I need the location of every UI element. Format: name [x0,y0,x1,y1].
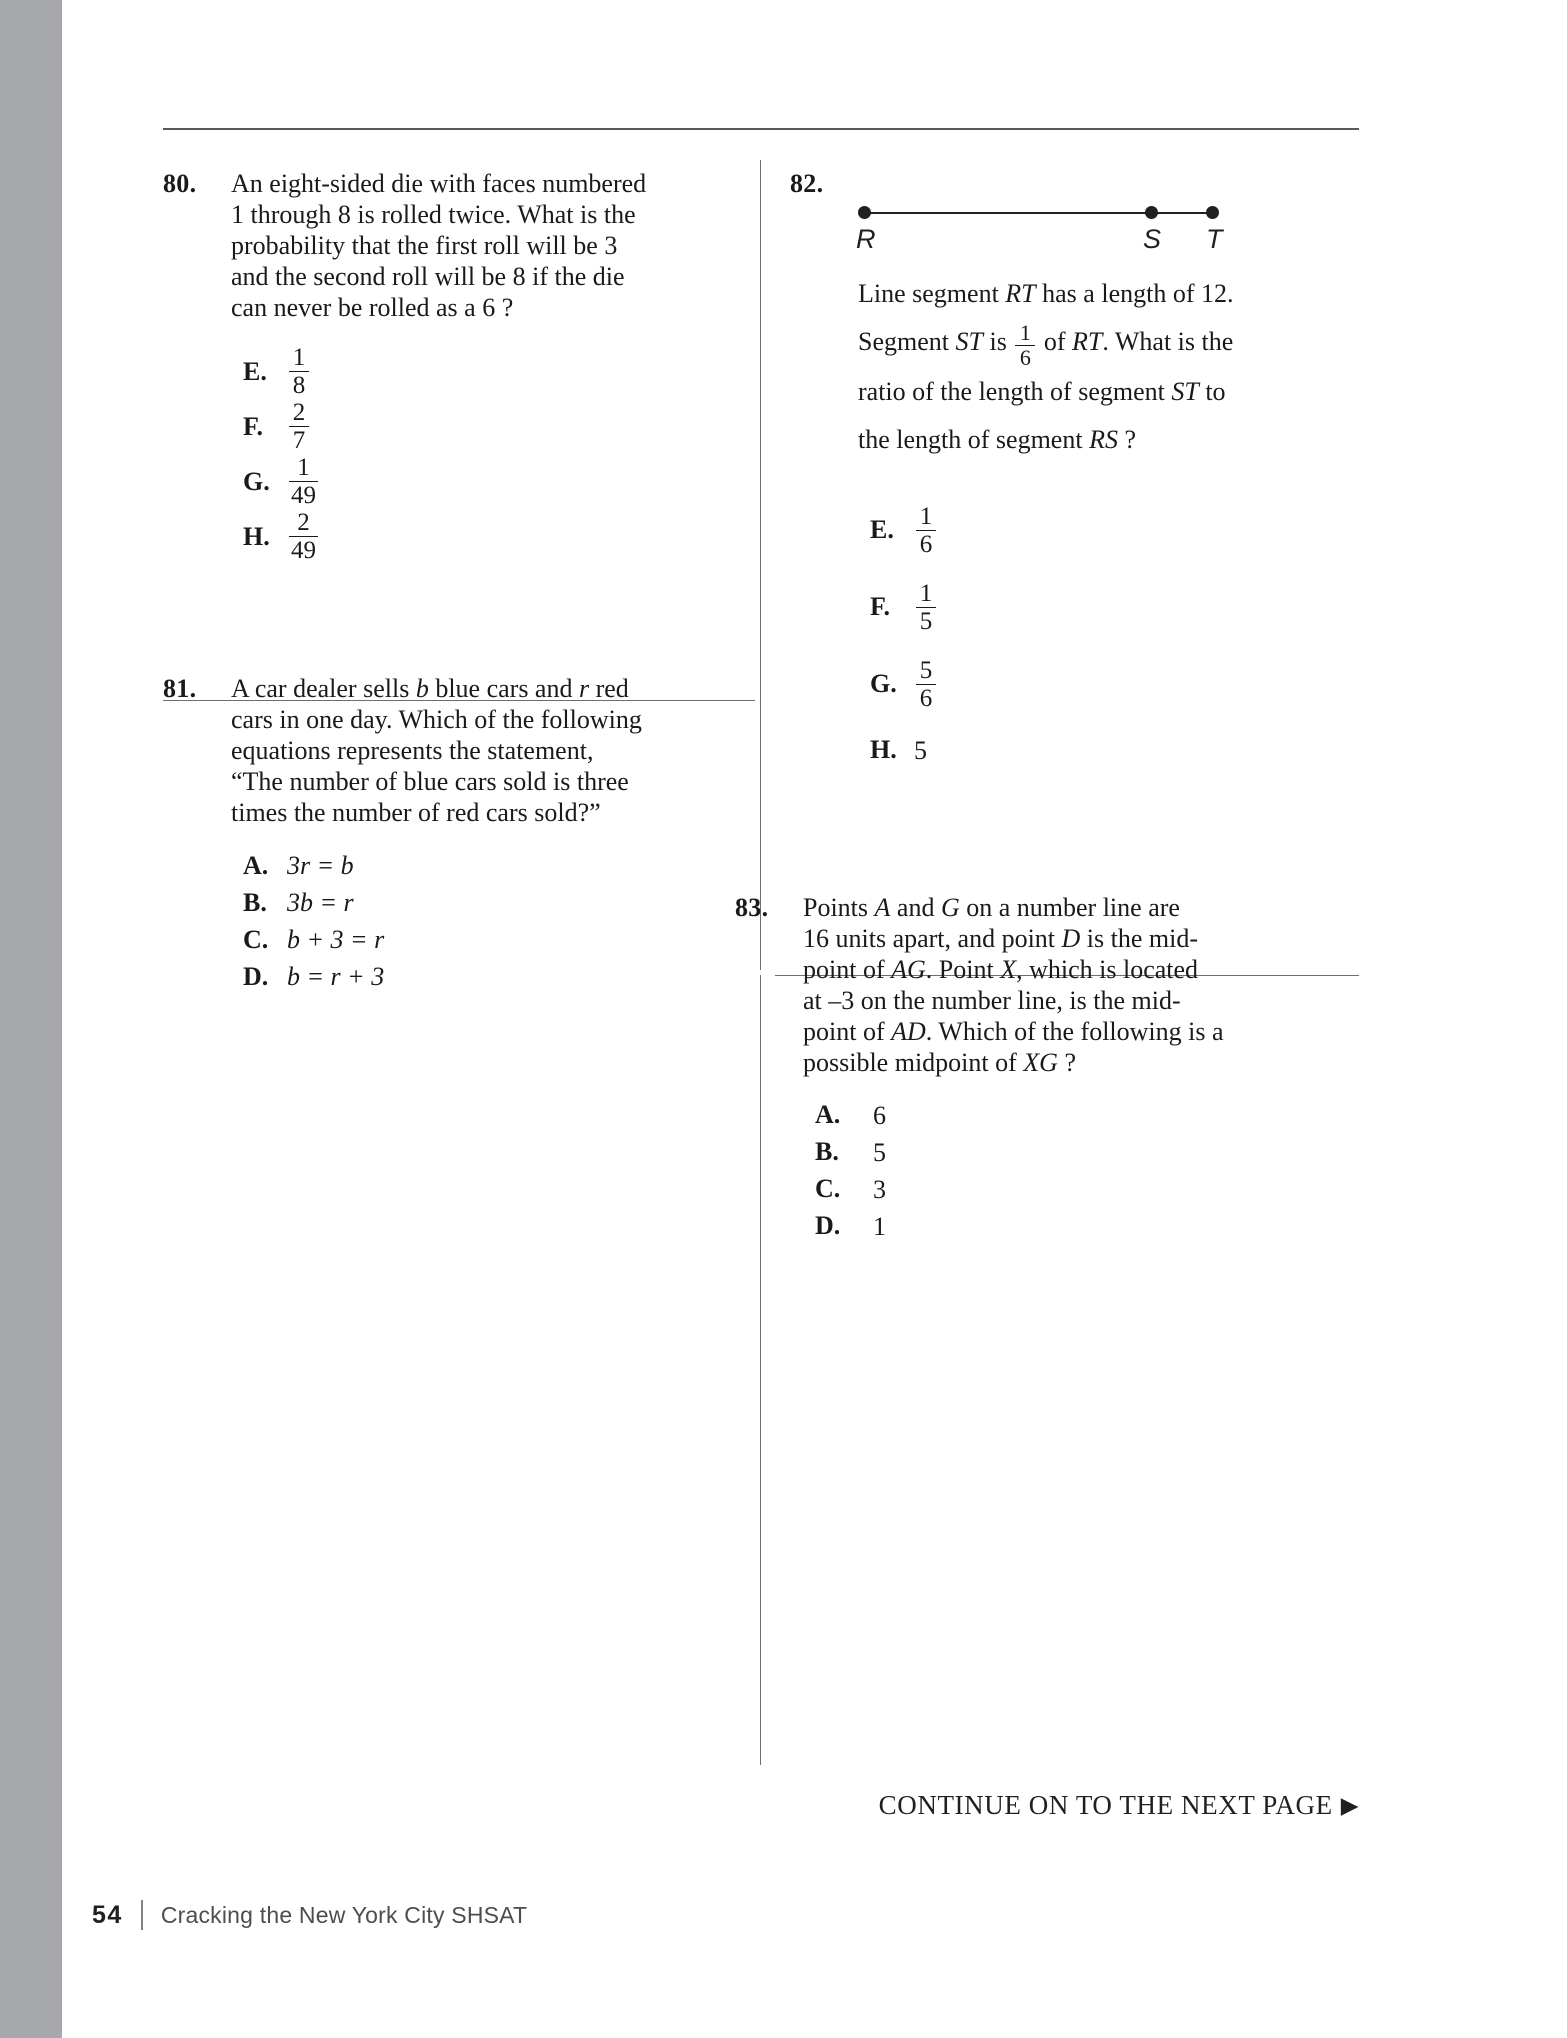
book-title: Cracking the New York City SHSAT [160,1901,528,1928]
point-r-dot [858,206,871,219]
footer-divider [141,1900,143,1930]
continue-label: CONTINUE ON TO THE NEXT PAGE [878,1790,1333,1820]
header-rule [163,128,1359,130]
fraction-denominator: 6 [919,684,933,712]
question-81-line-5: times the number of red cars sold?” [231,798,601,827]
choice-letter: D. [815,1211,841,1241]
question-83-line-2: 16 units apart, and point D is the mid- [803,923,1199,953]
point-r-label: R [856,224,876,254]
question-83-number: 83. [735,892,769,922]
question-83 [735,892,1365,1248]
choice-value: 5 [914,735,927,765]
page-binding-strip [0,0,62,2038]
fraction [916,658,936,711]
fraction [289,400,309,453]
column-divider-upper [760,160,761,970]
question-81-line-4: “The number of blue cars sold is three [231,767,629,796]
question-83-choice-a[interactable] [803,1100,1365,1131]
segment-line [864,212,1212,214]
question-83-choice-b[interactable] [803,1137,1365,1168]
choice-letter: E. [243,356,267,386]
fraction-numerator: 1 [297,454,310,481]
choice-letter: H. [243,521,270,551]
choice-letter: F. [243,411,263,441]
choice-value: 6 [873,1100,886,1130]
fraction-denominator: 49 [291,537,316,564]
question-82-body [858,168,1365,772]
question-82-line-1: Line segment RT has a length of 12. [858,279,1234,308]
fraction-numerator: 2 [297,509,310,536]
fraction-denominator: 5 [919,607,933,635]
question-82-number: 82. [790,169,824,198]
fraction-numerator: 1 [1019,319,1031,345]
question-81-choice-a[interactable] [231,850,753,881]
line-segment-diagram [858,190,1278,270]
question-80-choice-f[interactable] [231,400,753,453]
fraction-numerator: 2 [292,399,306,426]
question-82-choices [858,504,1365,766]
right-column [735,168,1365,1248]
fraction-numerator: 1 [292,344,306,371]
fraction-denominator: 6 [1019,344,1031,370]
question-80-line-5: can never be rolled as a 6 ? [231,293,514,322]
point-t-label: T [1206,224,1223,254]
question-83-choice-d[interactable] [803,1211,1365,1242]
fraction-denominator: 8 [292,372,306,399]
question-81-line-2: cars in one day. Which of the following [231,705,642,734]
question-80-number: 80. [163,169,197,198]
fraction-numerator: 1 [919,502,933,530]
choice-letter: E. [870,515,894,545]
question-83-choice-c[interactable] [803,1174,1365,1205]
choice-letter: B. [243,887,267,917]
question-81-choice-b[interactable] [231,887,753,918]
question-83-line-5: point of AD. Which of the following is a [803,1016,1224,1046]
choice-value: 3b = r [287,888,354,917]
fraction-numerator: 1 [919,579,933,607]
choice-value: 3r = b [287,851,354,880]
point-s-label: S [1143,224,1162,254]
question-83-body [803,892,1365,1248]
question-80-line-3: probability that the first roll will be 3 [231,231,618,260]
fraction [916,581,936,634]
choice-value: 1 [873,1211,886,1241]
fraction [289,510,318,563]
question-81-body [231,673,753,998]
question-83-line-4: at –3 on the number line, is the mid- [803,985,1181,1015]
page-footer [92,1900,527,1930]
question-80-text [231,168,753,323]
question-80-line-4: and the second roll will be 8 if the die [231,262,625,291]
question-82 [790,168,1365,772]
question-81-choice-d[interactable] [231,961,753,992]
question-83-choices [803,1100,1365,1242]
choice-letter: A. [243,850,269,880]
choice-value: 3 [873,1174,886,1204]
choice-letter: B. [815,1137,839,1167]
question-81-line-1: A car dealer sells b blue cars and r red [231,674,629,703]
question-80-choice-g[interactable] [231,455,753,508]
left-column [163,168,753,998]
question-81 [163,673,753,998]
question-81-line-3: equations represents the statement, [231,736,594,765]
question-82-choice-f[interactable] [858,581,1365,634]
question-83-line-1: Points A and G on a number line are [803,892,1180,922]
question-82-line-2: Segment ST is $\frac{1}{6}$ of RT. What is the [858,319,1234,370]
fraction [289,455,318,508]
choice-letter: G. [243,466,270,496]
question-80 [163,168,753,565]
question-83-line-6: possible midpoint of XG ? [803,1047,1076,1077]
choice-letter: D. [243,961,269,991]
choice-letter: H. [870,735,897,765]
question-80-body [231,168,753,565]
fraction-numerator: 5 [919,656,933,684]
fraction-one-sixth [1015,319,1035,370]
choice-letter: G. [870,669,897,699]
choice-letter: C. [815,1174,841,1204]
fraction-denominator: 6 [919,530,933,558]
question-81-choice-c[interactable] [231,924,753,955]
choice-letter: A. [815,1100,841,1130]
question-81-number: 81. [163,674,197,703]
continue-arrow-icon: ▶ [1340,1793,1359,1818]
page-number: 54 [92,1900,123,1929]
fraction-denominator: 49 [291,482,316,509]
question-80-line-1: An eight-sided die with faces numbered [231,169,647,198]
choice-value: b = r + 3 [287,962,385,991]
question-83-text [803,892,1365,1078]
question-81-text [231,673,753,828]
question-81-choices [231,850,753,992]
point-t-dot [1206,206,1219,219]
continue-notice [0,1790,1359,1821]
fraction [289,345,309,398]
choice-value: b + 3 = r [287,925,385,954]
choice-letter: C. [243,924,269,954]
page-binding-inner-margin [62,0,76,2038]
question-82-line-3: ratio of the length of segment ST to [858,376,1226,406]
fraction [916,504,936,557]
question-80-choice-e[interactable] [231,345,753,398]
fraction-denominator: 7 [292,427,306,454]
choice-letter: F. [870,592,890,622]
question-82-choice-e[interactable] [858,504,1365,557]
question-82-line-4: the length of segment RS ? [858,424,1136,454]
question-83-line-3: point of AG. Point X, which is located [803,954,1199,984]
question-82-text [858,270,1365,464]
point-s-dot [1145,206,1158,219]
question-80-choice-h[interactable] [231,510,753,563]
question-82-choice-g[interactable] [858,658,1365,711]
question-82-choice-h[interactable] [858,735,1365,766]
choice-value: 5 [873,1137,886,1167]
question-80-choices [231,345,753,563]
question-80-line-2: 1 through 8 is rolled twice. What is the [231,200,636,229]
